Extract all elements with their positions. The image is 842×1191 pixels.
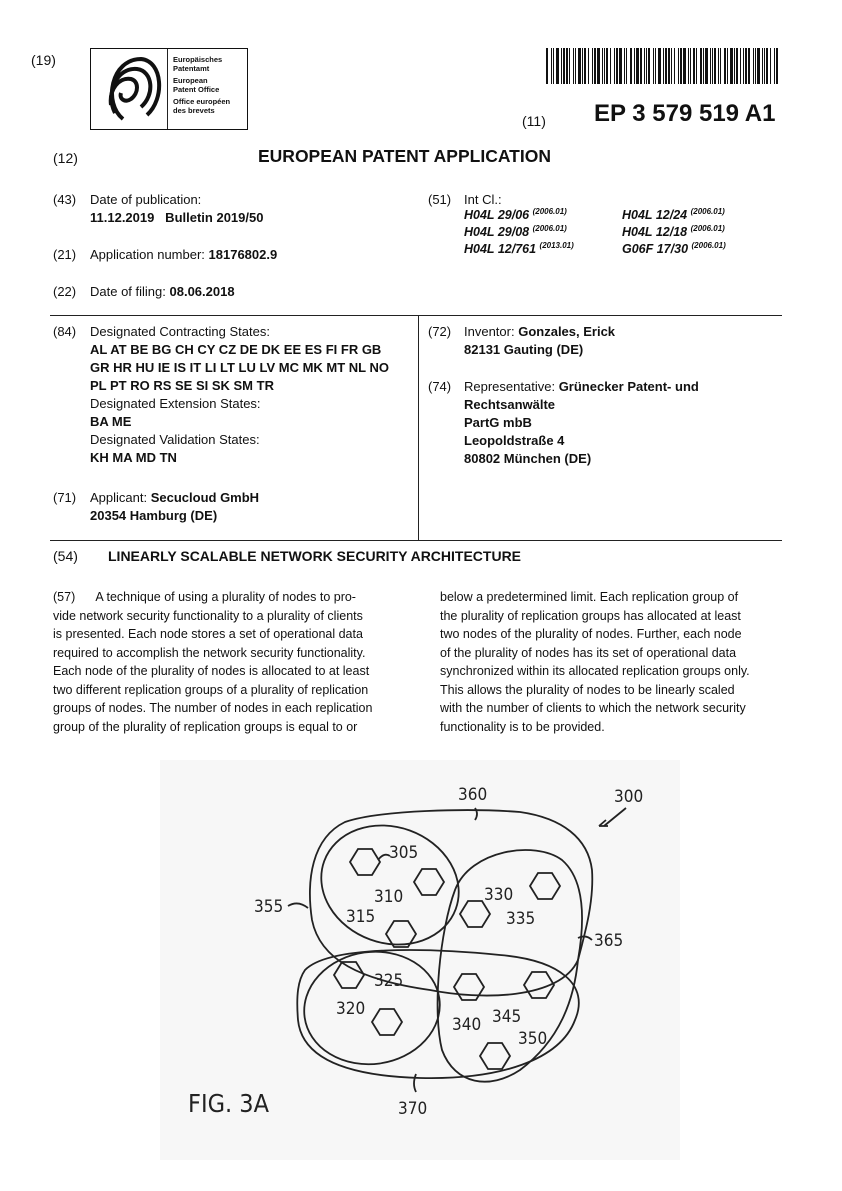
barcode-bar <box>588 48 589 84</box>
abstract-line: functionality is to be provided. <box>440 719 605 734</box>
extension-states-label: Designated Extension States: <box>90 396 261 411</box>
barcode-bar <box>636 48 639 84</box>
barcode <box>546 48 782 84</box>
barcode-bar <box>710 48 711 84</box>
barcode-bar <box>594 48 596 84</box>
barcode-bar <box>705 48 708 84</box>
barcode-bar <box>730 48 733 84</box>
inventor-label: Inventor: <box>464 324 515 339</box>
inid-74: (74) <box>428 379 452 394</box>
barcode-bar <box>690 48 691 84</box>
ipc-code-text: H04L 12/761 <box>464 242 537 257</box>
barcode-bar <box>696 48 697 84</box>
ipc-code <box>622 241 726 256</box>
abstract-line: required to accomplish the network security functionality. <box>53 645 366 660</box>
inid-84: (84) <box>53 324 77 339</box>
ref-300: 300 <box>614 787 644 807</box>
abstract-right-column <box>440 588 785 736</box>
barcode-bar <box>668 48 670 84</box>
ref-310: 310 <box>374 887 404 907</box>
abstract-line: Each node of the plurality of nodes is allocated to at least <box>53 664 370 678</box>
barcode-bar <box>688 48 689 84</box>
inventor <box>464 323 615 359</box>
barcode-bar <box>757 48 760 84</box>
barcode-bar <box>663 48 664 84</box>
abstract-line: below a predetermined limit. Each replication group of <box>440 590 739 604</box>
abstract-line: two different replication groups of a plurality of replication <box>53 682 369 697</box>
barcode-bar <box>680 48 682 84</box>
barcode-bar <box>718 48 719 84</box>
office-line: Patentamt <box>173 64 210 73</box>
barcode-bar <box>703 48 704 84</box>
barcode-bar <box>551 48 552 84</box>
applicant <box>90 489 259 525</box>
ref-350: 350 <box>518 1029 548 1049</box>
invention-title: LINEARLY SCALABLE NETWORK SECURITY ARCHITECTURE <box>108 548 522 564</box>
barcode-bar <box>546 48 548 84</box>
designated-states-line: GR HR HU IE IS IT LI LT LU LV MC MK MT NL NO <box>90 360 389 375</box>
barcode-bar <box>764 48 765 84</box>
ipc-code-text: G06F 17/30 <box>622 242 689 257</box>
barcode-bar <box>575 48 576 84</box>
abstract-line: with the number of clients to which the network security <box>440 701 746 715</box>
barcode-bar <box>665 48 667 84</box>
ipc-version: (2013.01) <box>539 241 574 250</box>
inventor-name: Gonzales, Erick <box>518 324 616 339</box>
abstract-line: of the plurality of nodes has its set of operational data <box>440 645 737 660</box>
barcode-bar <box>569 48 570 84</box>
inid-22: (22) <box>53 284 77 299</box>
barcode-bar <box>776 48 778 84</box>
barcode-bar <box>610 48 611 84</box>
abstract-line: synchronized within its allocated replication groups only. <box>440 664 750 678</box>
barcode-bar <box>734 48 735 84</box>
int-cl-label: Int Cl.: <box>464 192 502 207</box>
filing-date <box>90 283 235 301</box>
figure-3a <box>160 760 680 1160</box>
barcode-bar <box>624 48 625 84</box>
epo-logo-mark <box>101 53 163 125</box>
barcode-bar <box>616 48 618 84</box>
abstract-left-column <box>53 588 398 736</box>
application-number-label: Application number: <box>90 247 205 262</box>
office-line: European <box>173 76 208 85</box>
barcode-bar <box>604 48 605 84</box>
barcode-bar <box>748 48 750 84</box>
ipc-code-text: H04L 29/08 <box>464 225 530 240</box>
ipc-code-text: H04L 12/24 <box>622 208 688 223</box>
representative-line: 80802 München (DE) <box>464 451 592 466</box>
publication-number: EP 3 579 519 A1 <box>594 100 776 127</box>
abstract-line: This allows the plurality of nodes to be linearly scaled <box>440 682 735 697</box>
inid-72: (72) <box>428 324 452 339</box>
barcode-bar <box>584 48 586 84</box>
barcode-bar <box>714 48 716 84</box>
inid-43: (43) <box>53 192 77 207</box>
office-line: Patent Office <box>173 85 220 94</box>
barcode-bar <box>602 48 603 84</box>
barcode-bar <box>700 48 702 84</box>
barcode-bar <box>563 48 565 84</box>
ipc-version: (2006.01) <box>532 207 567 216</box>
barcode-bar <box>678 48 679 84</box>
designated-states-label: Designated Contracting States: <box>90 324 270 339</box>
barcode-bar <box>578 48 581 84</box>
ref-315: 315 <box>346 907 376 927</box>
office-line: Europäisches <box>173 55 223 64</box>
barcode-bar <box>646 48 647 84</box>
ipc-code <box>622 224 725 239</box>
representative-line: PartG mbB <box>464 415 532 430</box>
designated-states-line: AL AT BE BG CH CY CZ DE DK EE ES FI FR GB <box>90 342 382 357</box>
abstract-line: two nodes of the plurality of nodes. Further, each node <box>440 627 742 641</box>
barcode-bar <box>640 48 642 84</box>
barcode-bar <box>619 48 622 84</box>
applicant-label: Applicant: <box>90 490 148 505</box>
ipc-version: (2006.01) <box>532 224 567 233</box>
barcode-bar <box>740 48 741 84</box>
barcode-bar <box>770 48 771 84</box>
ipc-code <box>464 224 567 239</box>
inid-11: (11) <box>522 113 546 129</box>
barcode-bar <box>724 48 726 84</box>
ipc-code <box>464 241 574 256</box>
validation-states-label: Designated Validation States: <box>90 432 260 447</box>
barcode-bar <box>573 48 574 84</box>
filing-date-label: Date of filing: <box>90 284 166 299</box>
ref-305: 305 <box>389 843 419 863</box>
barcode-bar <box>606 48 608 84</box>
ref-345: 345 <box>492 1007 522 1027</box>
representative <box>464 378 699 468</box>
barcode-bar <box>556 48 559 84</box>
document-type: EUROPEAN PATENT APPLICATION <box>258 146 551 166</box>
inid-19: (19) <box>31 52 56 68</box>
barcode-bar <box>653 48 654 84</box>
barcode-bar <box>648 48 650 84</box>
barcode-bar <box>630 48 632 84</box>
barcode-bar <box>582 48 583 84</box>
inid-12: (12) <box>53 150 78 166</box>
inid-71: (71) <box>53 490 77 505</box>
ipc-version: (2006.01) <box>690 224 725 233</box>
barcode-bar <box>658 48 661 84</box>
divider <box>50 315 782 316</box>
ipc-code-text: H04L 12/18 <box>622 225 688 240</box>
ipc-code-text: H04L 29/06 <box>464 208 530 223</box>
designated-states-line: PL PT RO RS SE SI SK SM TR <box>90 378 274 393</box>
barcode-bar <box>762 48 763 84</box>
ipc-version: (2006.01) <box>691 241 726 250</box>
barcode-bar <box>561 48 562 84</box>
ipc-code <box>622 207 725 222</box>
publication-date-label: Date of publication: <box>90 192 202 207</box>
ref-365: 365 <box>594 931 624 951</box>
barcode-bar <box>712 48 713 84</box>
barcode-bar <box>614 48 615 84</box>
barcode-bar <box>745 48 747 84</box>
ref-355: 355 <box>254 897 284 917</box>
divider <box>50 540 782 541</box>
barcode-bar <box>766 48 768 84</box>
barcode-bar <box>597 48 600 84</box>
barcode-bar <box>553 48 554 84</box>
abstract-line: groups of nodes. The number of nodes in each replication <box>53 701 373 715</box>
application-number <box>90 246 277 264</box>
ref-330: 330 <box>484 885 514 905</box>
filing-date-value: 08.06.2018 <box>169 284 235 299</box>
column-divider <box>418 315 419 541</box>
abstract-line: the plurality of replication groups has allocated at least <box>440 608 741 623</box>
logo-divider <box>167 49 168 129</box>
barcode-bar <box>755 48 756 84</box>
barcode-bar <box>683 48 686 84</box>
representative-line: Grünecker Patent- und <box>558 379 699 394</box>
ref-340: 340 <box>452 1015 482 1035</box>
barcode-bar <box>727 48 728 84</box>
ref-370: 370 <box>398 1099 428 1119</box>
designated-states <box>90 323 410 467</box>
ipc-version: (2006.01) <box>690 207 725 216</box>
figure-caption: FIG. 3A <box>188 1089 269 1118</box>
ref-335: 335 <box>506 909 536 929</box>
barcode-bar <box>753 48 754 84</box>
barcode-bar <box>626 48 627 84</box>
inid-54: (54) <box>53 548 78 564</box>
ref-360: 360 <box>458 785 488 805</box>
barcode-bar <box>655 48 656 84</box>
representative-line: Rechtsanwälte <box>464 397 556 412</box>
ipc-code <box>464 207 567 222</box>
inid-57: (57) <box>53 590 76 604</box>
inid-51: (51) <box>428 192 452 207</box>
application-number-value: 18176802.9 <box>208 247 278 262</box>
barcode-bar <box>644 48 645 84</box>
representative-label: Representative: <box>464 379 556 394</box>
abstract-line: A technique of using a plurality of nodes to pro- <box>95 590 356 604</box>
abstract-line: vide network security functionality to a plurality of clients <box>53 608 363 623</box>
representative-line: Leopoldstraße 4 <box>464 433 565 448</box>
barcode-bar <box>693 48 695 84</box>
barcode-bar <box>720 48 721 84</box>
barcode-bar <box>674 48 675 84</box>
inid-21: (21) <box>53 247 77 262</box>
applicant-name: Secucloud GmbH <box>150 490 260 505</box>
abstract-line: group of the plurality of replication groups is equal to or <box>53 719 358 734</box>
abstract-line: is presented. Each node stores a set of operational data <box>53 627 363 641</box>
applicant-address: 20354 Hamburg (DE) <box>90 508 218 523</box>
office-line: Office européen <box>173 97 231 106</box>
barcode-bar <box>634 48 635 84</box>
barcode-bar <box>774 48 775 84</box>
office-line: des brevets <box>173 106 215 115</box>
barcode-bar <box>743 48 744 84</box>
barcode-bar <box>566 48 568 84</box>
publication-date-value: 11.12.2019 Bulletin 2019/50 <box>90 210 264 225</box>
validation-states-value: KH MA MD TN <box>90 450 177 465</box>
epo-logo <box>90 48 248 130</box>
barcode-bar <box>671 48 672 84</box>
barcode-bar <box>592 48 593 84</box>
barcode-bar <box>736 48 738 84</box>
inventor-address: 82131 Gauting (DE) <box>464 342 584 357</box>
ref-325: 325 <box>374 971 404 991</box>
office-name <box>173 55 230 115</box>
extension-states-value: BA ME <box>90 414 132 429</box>
ref-320: 320 <box>336 999 366 1019</box>
